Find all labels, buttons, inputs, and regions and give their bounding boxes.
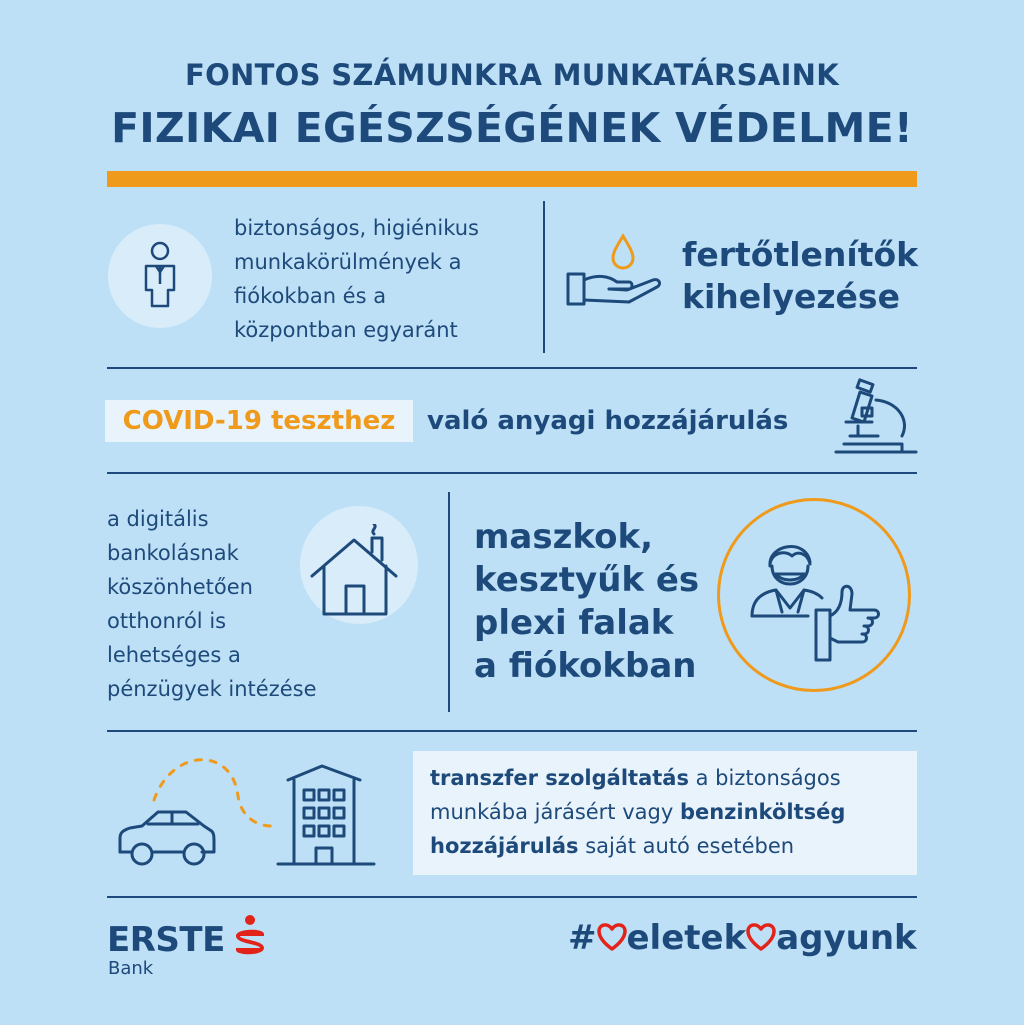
covid-test-highlight: COVID-19 teszthez — [105, 400, 413, 442]
hygiene-text: biztonságos, higiénikus munkakörülmények a fiókokban és a központban egyaránt — [234, 216, 479, 342]
row2-bottom-line — [107, 472, 917, 474]
digital-banking-text: a digitális bankolásnak köszönhetően otthonról is lehetséges a pénzügyek intézése — [107, 507, 317, 701]
transfer-text: transzfer szolgáltatás a biztonságos munkába járásért vagy benzinköltség hozzájárulás saját autó esetében — [413, 751, 917, 875]
page-subtitle: FONTOS SZÁMUNKRA MUNKATÁRSAINK — [184, 58, 840, 92]
disinfectant-text: fertőtlenítők kihelyezése — [682, 235, 919, 316]
masked-person-thumbs-up-icon — [746, 536, 886, 666]
erste-logo-icon — [232, 914, 268, 958]
erste-logo-text: ERSTE — [107, 920, 225, 960]
microscope-icon — [832, 378, 920, 460]
row3-bottom-line — [107, 730, 917, 732]
person-icon — [135, 238, 185, 310]
heart-icon — [746, 921, 776, 953]
office-building-icon — [0, 0, 1, 1]
page-title: FIZIKAI EGÉSZSÉGÉNEK VÉDELME! — [111, 104, 913, 152]
row1-divider — [543, 201, 545, 353]
hand-drop-icon — [565, 232, 665, 312]
footer-line — [107, 896, 917, 898]
house-icon — [308, 524, 408, 618]
row1-bottom-line — [107, 367, 917, 369]
title-divider — [107, 171, 917, 187]
masks-text: maszkok, kesztyűk és plexi falak a fiókokban — [474, 517, 700, 686]
erste-bank-label: Bank — [108, 958, 154, 979]
row3-divider — [448, 492, 450, 712]
covid-contribution-text: való anyagi hozzájárulás — [427, 406, 789, 436]
car-icon — [112, 752, 382, 872]
hashtag: # eletek agyunk — [568, 918, 917, 958]
heart-icon — [597, 921, 627, 953]
